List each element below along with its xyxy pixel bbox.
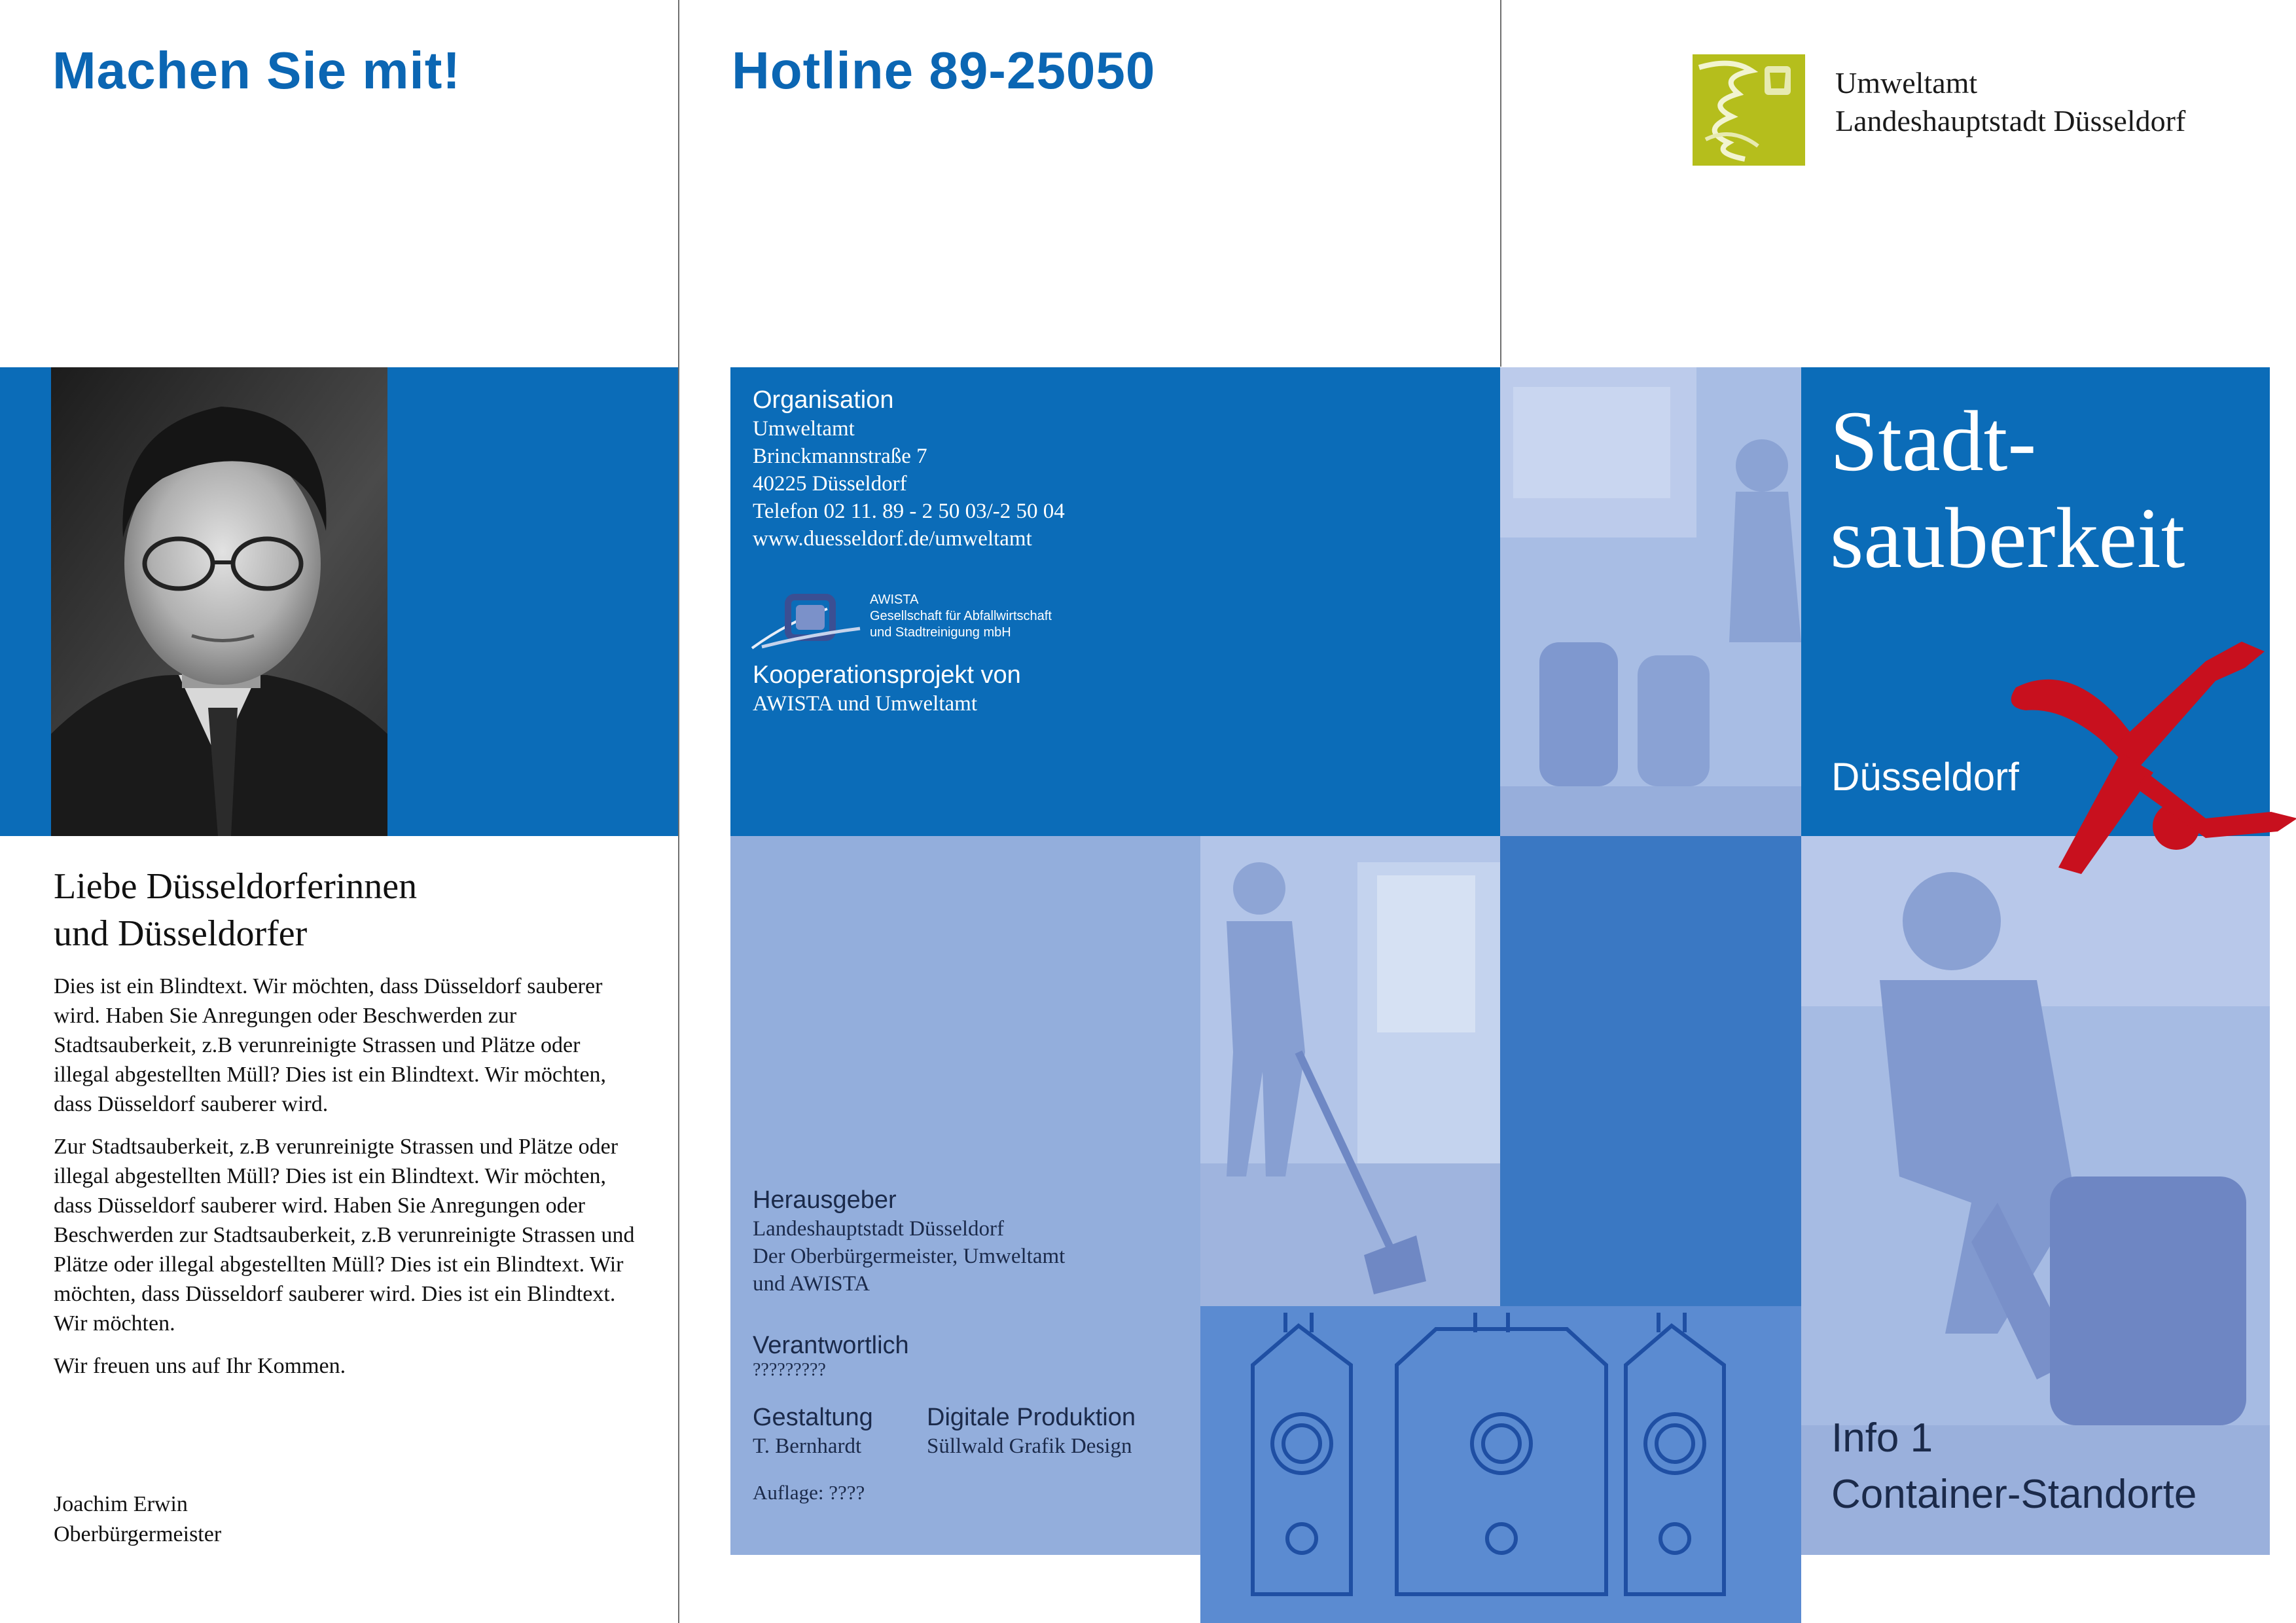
signature-name: Joachim Erwin	[54, 1492, 188, 1516]
publisher-line-1: Landeshauptstadt Düsseldorf	[753, 1217, 1004, 1241]
greeting-heading	[54, 863, 417, 957]
design-block	[753, 1402, 873, 1460]
brochure-title	[1830, 393, 2185, 587]
sweeper-image	[1200, 836, 1500, 1306]
letter-body	[54, 972, 636, 1394]
agency-line-1: Umweltamt	[1835, 66, 1978, 100]
publisher-line-2: Der Oberbürgermeister, Umweltamt	[753, 1245, 1066, 1268]
letter-paragraph-1: Dies ist ein Blindtext. Wir möchten, dass Düsseldorf sauberer wird. Haben Sie Anregungen oder Beschwerden zur Stadtsauberkeit, z.B verunreinigte Strassen und Plätze oder illegal abgestellten Müll? Dies ist ein Blindtext. Wir möchten, dass Düsseldorf sauberer wird.	[54, 974, 607, 1116]
mayor-portrait-photo	[51, 367, 387, 836]
city-label: Düsseldorf	[1831, 755, 2019, 799]
sanitation-truck-photo	[1500, 367, 1801, 836]
title-line-2: sauberkeit	[1830, 490, 2185, 586]
awista-logo-icon	[749, 589, 873, 651]
publisher-line-3: und AWISTA	[753, 1272, 870, 1296]
organisation-line-4: Telefon 02 11. 89 - 2 50 03/-2 50 04	[753, 500, 1065, 523]
umweltamt-logo	[1693, 54, 1805, 166]
recycling-containers-illustration	[1200, 1306, 1801, 1623]
title-line-1: Stadt-	[1830, 393, 2037, 489]
responsible-block	[753, 1330, 909, 1380]
letter-paragraph-2: Zur Stadtsauberkeit, z.B verunreinigte Strassen und Plätze oder illegal abgestellten Müll? Dies ist ein Blindtext. Wir möchten, dass Düsseldorf sauberer wird. Haben Sie Anregungen oder Beschwerden zur Stadtsauberkeit, z.B verunreinigte Strassen und Plätze oder illegal abgestellten Müll? Dies ist ein Blindtext. Wir möchten, dass Düsseldorf sauberer wird. Dies ist ein Blindtext. Wir möchten.	[54, 1135, 635, 1336]
production-value: Süllwald Grafik Design	[927, 1434, 1132, 1458]
design-value: T. Bernhardt	[753, 1434, 862, 1458]
mid-blue-square	[1500, 836, 1801, 1306]
info-line-1: Info 1	[1831, 1415, 1933, 1461]
info-block	[1831, 1410, 2197, 1523]
greeting-line-2: und Düsseldorfer	[54, 913, 308, 954]
signature-title: Oberbürgermeister	[54, 1522, 222, 1546]
publisher-heading: Herausgeber	[753, 1186, 897, 1214]
truck-image	[1500, 367, 1801, 836]
hotline-headline: Hotline 89-25050	[732, 41, 1156, 100]
left-headline: Machen Sie mit!	[52, 41, 461, 100]
edition-text: Auflage: ????	[753, 1481, 865, 1504]
red-figure-illustration	[1990, 622, 2296, 897]
organisation-heading: Organisation	[753, 386, 894, 414]
organisation-block	[753, 385, 1065, 553]
organisation-line-5[interactable]: www.duesseldorf.de/umweltamt	[753, 527, 1032, 551]
fold-line-left	[678, 0, 679, 1623]
agency-name	[1835, 64, 2185, 140]
info-line-2: Container-Standorte	[1831, 1472, 2197, 1517]
city-emblem-icon	[1693, 54, 1805, 166]
awista-description-1: Gesellschaft für Abfallwirtschaft	[870, 609, 1052, 623]
portrait-image	[51, 367, 387, 836]
organisation-line-3: 40225 Düsseldorf	[753, 472, 907, 496]
responsible-value: ?????????	[753, 1360, 826, 1380]
letter-closing: Wir freuen uns auf Ihr Kommen.	[54, 1354, 346, 1378]
agency-line-2: Landeshauptstadt Düsseldorf	[1835, 104, 2186, 137]
awista-description-2: und Stadtreinigung mbH	[870, 625, 1011, 640]
cooperation-text: AWISTA und Umweltamt	[753, 692, 978, 716]
responsible-heading: Verantwortlich	[753, 1332, 909, 1359]
cooperation-heading: Kooperationsprojekt von	[753, 661, 1021, 689]
cooperation-block	[753, 660, 1021, 718]
fold-line-right	[1500, 0, 1501, 367]
production-heading: Digitale Produktion	[927, 1404, 1136, 1431]
greeting-line-1: Liebe Düsseldorferinnen	[54, 866, 418, 907]
awista-name: AWISTA	[870, 593, 919, 607]
organisation-line-2: Brinckmannstraße 7	[753, 445, 927, 468]
signature-block	[54, 1489, 221, 1550]
awista-logo	[749, 589, 1076, 651]
production-block	[927, 1402, 1136, 1460]
organisation-line-1: Umweltamt	[753, 417, 855, 441]
design-heading: Gestaltung	[753, 1404, 873, 1431]
street-sweeper-photo	[1200, 836, 1500, 1306]
publisher-block	[753, 1185, 1065, 1298]
glass-containers-image	[1200, 1306, 1801, 1623]
